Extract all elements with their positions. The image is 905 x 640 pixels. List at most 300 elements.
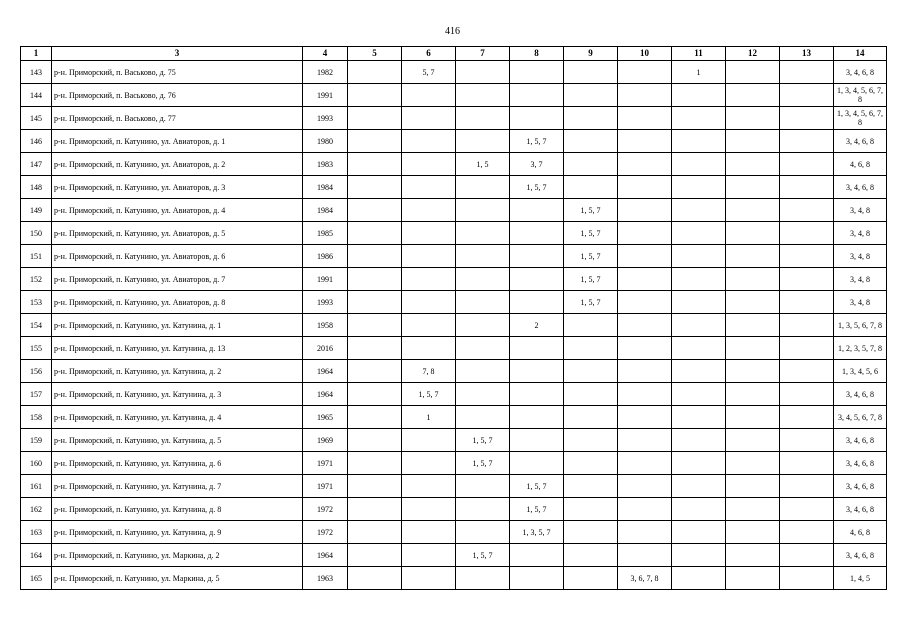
table-cell [510, 245, 564, 268]
table-cell [510, 199, 564, 222]
table-cell [564, 475, 618, 498]
table-cell: 1984 [303, 176, 348, 199]
table-cell [618, 84, 672, 107]
table-cell: 1964 [303, 360, 348, 383]
table-cell [618, 199, 672, 222]
table-cell: 3, 4, 8 [834, 245, 887, 268]
table-cell: 1, 3, 4, 5, 6, 7, 8 [834, 107, 887, 130]
row-number-cell: 162 [21, 498, 52, 521]
table-cell [672, 498, 726, 521]
table-cell: 3, 4, 8 [834, 199, 887, 222]
table-cell [672, 153, 726, 176]
address-cell: р-н. Приморский, п. Катунино, ул. Катунина, д. 3 [52, 383, 303, 406]
table-row [21, 222, 887, 245]
table-cell [456, 130, 510, 153]
table-cell [456, 199, 510, 222]
table-cell: 3, 4, 6, 8 [834, 176, 887, 199]
table-cell [618, 268, 672, 291]
table-cell [672, 130, 726, 153]
row-number-cell: 145 [21, 107, 52, 130]
table-cell: 1958 [303, 314, 348, 337]
table-cell [402, 130, 456, 153]
table-cell: 1, 5, 7 [456, 544, 510, 567]
column-header: 1 [21, 47, 52, 61]
table-cell [726, 383, 780, 406]
address-cell: р-н. Приморский, п. Катунино, ул. Катунина, д. 13 [52, 337, 303, 360]
table-cell [348, 199, 402, 222]
table-cell [780, 107, 834, 130]
table-cell [618, 176, 672, 199]
table-row [21, 176, 887, 199]
column-header: 12 [726, 47, 780, 61]
table-row [21, 567, 887, 590]
table-cell [672, 360, 726, 383]
address-cell: р-н. Приморский, п. Катунино, ул. Катунина, д. 1 [52, 314, 303, 337]
table-cell [726, 521, 780, 544]
row-number-cell: 159 [21, 429, 52, 452]
table-cell: 3, 4, 6, 8 [834, 61, 887, 84]
table-cell [672, 176, 726, 199]
table-cell [780, 337, 834, 360]
table-cell [780, 567, 834, 590]
table-row [21, 84, 887, 107]
table-cell: 1, 5, 7 [564, 199, 618, 222]
table-row [21, 544, 887, 567]
table-cell [618, 245, 672, 268]
table-cell: 1, 5, 7 [564, 291, 618, 314]
table-cell [618, 406, 672, 429]
table-cell [456, 268, 510, 291]
table-cell: 1, 5, 7 [564, 268, 618, 291]
table-cell [780, 406, 834, 429]
address-cell: р-н. Приморский, п. Катунино, ул. Авиаторов, д. 5 [52, 222, 303, 245]
table-cell: 1964 [303, 383, 348, 406]
table-cell [726, 268, 780, 291]
table-cell [780, 268, 834, 291]
table-row [21, 153, 887, 176]
row-number-cell: 155 [21, 337, 52, 360]
table-cell: 3, 4, 8 [834, 291, 887, 314]
table-cell [402, 521, 456, 544]
table-cell: 1, 5, 7 [456, 452, 510, 475]
table-cell [726, 337, 780, 360]
table-cell: 1991 [303, 84, 348, 107]
table-cell [726, 475, 780, 498]
table-cell [564, 130, 618, 153]
row-number-cell: 154 [21, 314, 52, 337]
table-cell [510, 383, 564, 406]
table-cell [672, 429, 726, 452]
table-header [21, 47, 887, 61]
table-cell: 1, 3, 5, 7 [510, 521, 564, 544]
column-header: 5 [348, 47, 402, 61]
table-cell [402, 84, 456, 107]
row-number-cell: 143 [21, 61, 52, 84]
table-cell [402, 222, 456, 245]
table-cell [564, 84, 618, 107]
column-header: 14 [834, 47, 887, 61]
row-number-cell: 149 [21, 199, 52, 222]
table-cell [672, 521, 726, 544]
table-cell [348, 130, 402, 153]
row-number-cell: 151 [21, 245, 52, 268]
table-cell [402, 475, 456, 498]
table-cell [456, 498, 510, 521]
table-cell [456, 222, 510, 245]
table-cell [510, 222, 564, 245]
table-cell [456, 521, 510, 544]
table-cell [348, 567, 402, 590]
table-cell [672, 222, 726, 245]
table-cell [726, 360, 780, 383]
table-cell: 1963 [303, 567, 348, 590]
row-number-cell: 150 [21, 222, 52, 245]
address-cell: р-н. Приморский, п. Катунино, ул. Катунина, д. 4 [52, 406, 303, 429]
table-cell: 3, 4, 6, 8 [834, 475, 887, 498]
table-cell [348, 222, 402, 245]
table-cell [618, 61, 672, 84]
row-number-cell: 147 [21, 153, 52, 176]
table-cell [564, 360, 618, 383]
table-cell: 1980 [303, 130, 348, 153]
table-cell: 1, 5 [456, 153, 510, 176]
table-cell [726, 176, 780, 199]
table-cell [348, 291, 402, 314]
table-cell [402, 268, 456, 291]
table-cell [456, 360, 510, 383]
table-cell [726, 452, 780, 475]
table-cell [726, 429, 780, 452]
table-cell: 3, 6, 7, 8 [618, 567, 672, 590]
table-cell: 1983 [303, 153, 348, 176]
table-cell [780, 245, 834, 268]
table-cell [780, 314, 834, 337]
table-cell [726, 107, 780, 130]
table-cell [510, 544, 564, 567]
table-row [21, 475, 887, 498]
table-cell: 1986 [303, 245, 348, 268]
table-cell: 1 [402, 406, 456, 429]
table-cell: 3, 7 [510, 153, 564, 176]
address-cell: р-н. Приморский, п. Катунино, ул. Авиаторов, д. 2 [52, 153, 303, 176]
table-cell [348, 429, 402, 452]
table-cell [348, 153, 402, 176]
table-cell: 1, 5, 7 [456, 429, 510, 452]
table-row [21, 521, 887, 544]
table-row [21, 199, 887, 222]
table-cell [780, 521, 834, 544]
table-cell [780, 130, 834, 153]
table-cell [726, 199, 780, 222]
table-cell [456, 567, 510, 590]
table-cell [564, 176, 618, 199]
table-cell [348, 544, 402, 567]
table-row [21, 406, 887, 429]
table-cell [780, 222, 834, 245]
table-cell [510, 337, 564, 360]
address-cell: р-н. Приморский, п. Васьково, д. 77 [52, 107, 303, 130]
table-cell [456, 245, 510, 268]
table-cell [726, 314, 780, 337]
table-row [21, 245, 887, 268]
table-cell: 1991 [303, 268, 348, 291]
table-cell [672, 544, 726, 567]
address-cell: р-н. Приморский, п. Катунино, ул. Авиаторов, д. 7 [52, 268, 303, 291]
table-cell [672, 567, 726, 590]
row-number-cell: 152 [21, 268, 52, 291]
table-cell [672, 383, 726, 406]
table-cell [618, 498, 672, 521]
table-cell: 3, 4, 8 [834, 222, 887, 245]
table-cell [780, 360, 834, 383]
table-cell: 1982 [303, 61, 348, 84]
table-cell [510, 429, 564, 452]
table-cell: 4, 6, 8 [834, 153, 887, 176]
table-cell [402, 544, 456, 567]
column-header: 9 [564, 47, 618, 61]
address-cell: р-н. Приморский, п. Катунино, ул. Авиаторов, д. 1 [52, 130, 303, 153]
table-cell [618, 360, 672, 383]
table-row [21, 268, 887, 291]
table-cell [348, 314, 402, 337]
table-cell [402, 291, 456, 314]
address-cell: р-н. Приморский, п. Васьково, д. 75 [52, 61, 303, 84]
table-cell: 3, 4, 8 [834, 268, 887, 291]
column-header: 7 [456, 47, 510, 61]
table-cell [402, 176, 456, 199]
table-cell [726, 84, 780, 107]
table-cell [510, 406, 564, 429]
table-cell [726, 130, 780, 153]
table-cell [726, 291, 780, 314]
table-cell [726, 544, 780, 567]
table-cell [456, 176, 510, 199]
table-cell [456, 291, 510, 314]
table-cell [618, 314, 672, 337]
table-cell [402, 567, 456, 590]
table-cell: 1, 4, 5 [834, 567, 887, 590]
table-cell [456, 314, 510, 337]
table-cell: 1985 [303, 222, 348, 245]
data-table [20, 46, 887, 590]
row-number-cell: 163 [21, 521, 52, 544]
table-cell [348, 521, 402, 544]
table-cell [618, 291, 672, 314]
table-cell: 1, 5, 7 [564, 245, 618, 268]
table-cell: 1, 3, 5, 6, 7, 8 [834, 314, 887, 337]
table-cell: 7, 8 [402, 360, 456, 383]
address-cell: р-н. Приморский, п. Катунино, ул. Маркина, д. 2 [52, 544, 303, 567]
row-number-cell: 146 [21, 130, 52, 153]
table-cell [510, 84, 564, 107]
table-cell [348, 84, 402, 107]
page-number: 416 [445, 26, 460, 37]
table-cell [672, 245, 726, 268]
table-cell [672, 268, 726, 291]
table-cell: 1, 3, 4, 5, 6 [834, 360, 887, 383]
table-cell [780, 452, 834, 475]
table-cell [510, 107, 564, 130]
row-number-cell: 165 [21, 567, 52, 590]
table-cell [780, 429, 834, 452]
column-header: 11 [672, 47, 726, 61]
table-row [21, 107, 887, 130]
table-cell [564, 544, 618, 567]
address-cell: р-н. Приморский, п. Катунино, ул. Авиаторов, д. 3 [52, 176, 303, 199]
table-cell [618, 153, 672, 176]
table-row [21, 130, 887, 153]
table-cell [564, 429, 618, 452]
table-cell [348, 245, 402, 268]
table-cell: 1, 5, 7 [510, 130, 564, 153]
table-cell: 1, 2, 3, 5, 7, 8 [834, 337, 887, 360]
table-cell [672, 199, 726, 222]
table-cell [564, 337, 618, 360]
column-header: 13 [780, 47, 834, 61]
table-cell [780, 176, 834, 199]
table-cell [564, 521, 618, 544]
table-cell [564, 498, 618, 521]
table-cell [726, 498, 780, 521]
table-cell [564, 61, 618, 84]
row-number-cell: 144 [21, 84, 52, 107]
row-number-cell: 157 [21, 383, 52, 406]
table-cell: 2016 [303, 337, 348, 360]
table-cell [726, 406, 780, 429]
table-cell [726, 245, 780, 268]
column-header: 8 [510, 47, 564, 61]
table-cell [348, 337, 402, 360]
row-number-cell: 148 [21, 176, 52, 199]
table-cell [618, 429, 672, 452]
table-row [21, 360, 887, 383]
table-cell [402, 498, 456, 521]
table-cell: 4, 6, 8 [834, 521, 887, 544]
table-row [21, 337, 887, 360]
table-cell [402, 337, 456, 360]
row-number-cell: 161 [21, 475, 52, 498]
table-cell [510, 360, 564, 383]
table-cell [672, 452, 726, 475]
table-cell [510, 567, 564, 590]
table-row [21, 314, 887, 337]
table-cell [456, 61, 510, 84]
table-cell: 3, 4, 6, 8 [834, 498, 887, 521]
table-cell [780, 383, 834, 406]
table-cell: 1972 [303, 521, 348, 544]
table-cell: 1993 [303, 291, 348, 314]
table-cell [672, 84, 726, 107]
table-cell: 3, 4, 6, 8 [834, 429, 887, 452]
table-row [21, 383, 887, 406]
table-cell [564, 567, 618, 590]
table-cell [672, 475, 726, 498]
table-row [21, 61, 887, 84]
table-cell: 1, 5, 7 [564, 222, 618, 245]
table-cell [456, 475, 510, 498]
table-cell [402, 107, 456, 130]
table-cell [456, 84, 510, 107]
address-cell: р-н. Приморский, п. Катунино, ул. Катунина, д. 6 [52, 452, 303, 475]
table-cell [348, 176, 402, 199]
table-cell [672, 291, 726, 314]
table-cell [618, 130, 672, 153]
table-row [21, 429, 887, 452]
table-cell [348, 498, 402, 521]
row-number-cell: 158 [21, 406, 52, 429]
table-cell: 1 [672, 61, 726, 84]
table-cell: 1, 5, 7 [510, 176, 564, 199]
row-number-cell: 156 [21, 360, 52, 383]
address-cell: р-н. Приморский, п. Катунино, ул. Авиаторов, д. 6 [52, 245, 303, 268]
table-cell: 3, 4, 6, 8 [834, 452, 887, 475]
address-cell: р-н. Приморский, п. Катунино, ул. Катунина, д. 7 [52, 475, 303, 498]
address-cell: р-н. Приморский, п. Катунино, ул. Авиаторов, д. 4 [52, 199, 303, 222]
table-cell [564, 107, 618, 130]
table-cell [348, 107, 402, 130]
table-cell [618, 475, 672, 498]
table-cell [780, 84, 834, 107]
table-cell [510, 291, 564, 314]
table-cell [618, 544, 672, 567]
table-cell [510, 452, 564, 475]
table-cell: 1969 [303, 429, 348, 452]
table-cell [618, 452, 672, 475]
table-cell: 1971 [303, 452, 348, 475]
header-row [21, 47, 887, 61]
table-cell [618, 107, 672, 130]
table-cell: 1, 5, 7 [402, 383, 456, 406]
table-cell [348, 268, 402, 291]
table-cell: 2 [510, 314, 564, 337]
table-cell [348, 406, 402, 429]
table-cell [672, 406, 726, 429]
table-cell [348, 61, 402, 84]
table-cell [780, 61, 834, 84]
table-cell: 3, 4, 6, 8 [834, 130, 887, 153]
table-row [21, 498, 887, 521]
table-cell [618, 337, 672, 360]
table-cell: 3, 4, 6, 8 [834, 544, 887, 567]
table-cell: 3, 4, 6, 8 [834, 383, 887, 406]
address-cell: р-н. Приморский, п. Катунино, ул. Маркина, д. 5 [52, 567, 303, 590]
table-cell [618, 222, 672, 245]
address-cell: р-н. Приморский, п. Катунино, ул. Авиаторов, д. 8 [52, 291, 303, 314]
table-cell: 3, 4, 5, 6, 7, 8 [834, 406, 887, 429]
table-cell: 1, 5, 7 [510, 475, 564, 498]
table-cell [510, 268, 564, 291]
table-cell [726, 153, 780, 176]
row-number-cell: 160 [21, 452, 52, 475]
table-cell [564, 314, 618, 337]
table-cell [726, 567, 780, 590]
table-cell [780, 498, 834, 521]
table-body [21, 61, 887, 590]
table-cell [348, 360, 402, 383]
address-cell: р-н. Приморский, п. Катунино, ул. Катунина, д. 9 [52, 521, 303, 544]
table-cell: 5, 7 [402, 61, 456, 84]
table-cell: 1971 [303, 475, 348, 498]
column-header: 10 [618, 47, 672, 61]
table-cell [780, 475, 834, 498]
table-cell [402, 452, 456, 475]
table-cell: 1, 5, 7 [510, 498, 564, 521]
table-cell [402, 429, 456, 452]
address-cell: р-н. Приморский, п. Катунино, ул. Катунина, д. 2 [52, 360, 303, 383]
column-header: 6 [402, 47, 456, 61]
table-cell [348, 383, 402, 406]
table-cell [456, 406, 510, 429]
